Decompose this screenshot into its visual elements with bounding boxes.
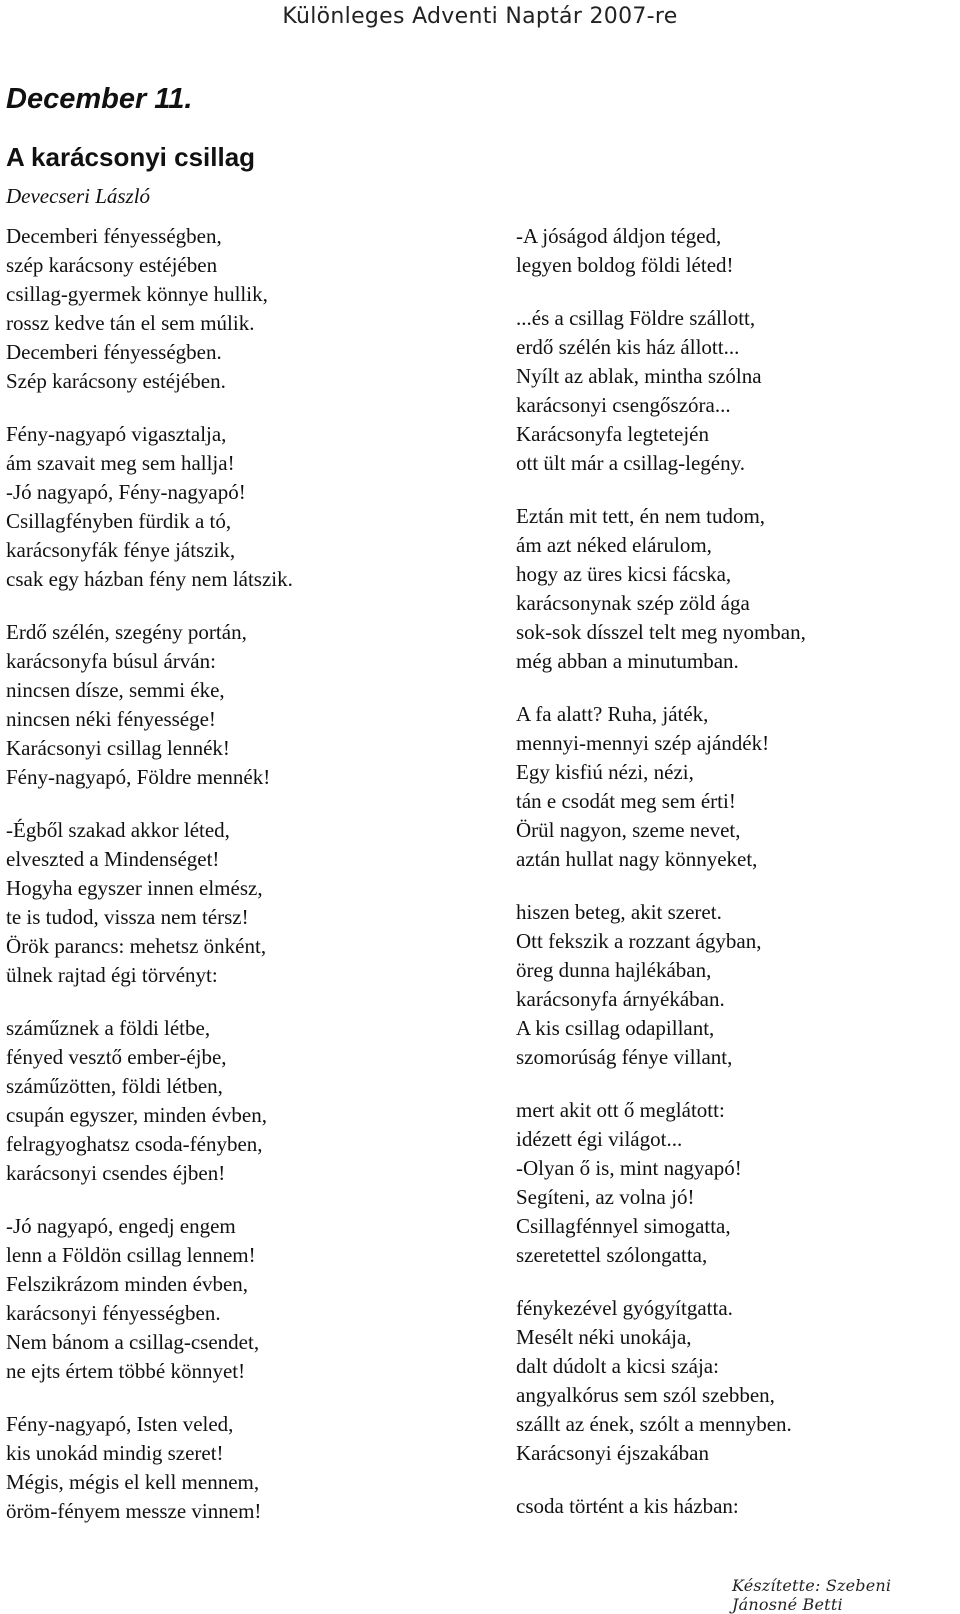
stanza: [516, 898, 806, 1072]
stanza-gap: [6, 396, 293, 420]
poem-line: ...és a csillag Földre szállott,: [516, 306, 756, 330]
poem-line: karácsonyi fényességben.: [6, 1301, 221, 1325]
poem-line: szomorúság fénye villant,: [516, 1045, 733, 1069]
poem-line: tán e csodát meg sem érti!: [516, 789, 736, 813]
poem-line: Mégis, mégis el kell mennem,: [6, 1470, 260, 1494]
stanza: [516, 222, 806, 280]
stanza: [6, 618, 293, 792]
poem-line: fénykezével gyógyítgatta.: [516, 1296, 733, 1320]
poem-line: fényed vesztő ember-éjbe,: [6, 1045, 227, 1069]
poem-line: karácsonyi csendes éjben!: [6, 1161, 226, 1185]
poem-line: ám szavait meg sem hallja!: [6, 451, 235, 475]
poem-line: -Olyan ő is, mint nagyapó!: [516, 1156, 742, 1180]
poem-line: csak egy házban fény nem látszik.: [6, 567, 293, 591]
poem-line: hogy az üres kicsi fácska,: [516, 562, 732, 586]
poem-line: Decemberi fényességben.: [6, 340, 222, 364]
poem-line: felragyoghatsz csoda-fényben,: [6, 1132, 263, 1156]
poem-line: karácsonyfák fénye játszik,: [6, 538, 236, 562]
stanza-gap: [6, 990, 293, 1014]
poem-line: rossz kedve tán el sem múlik.: [6, 311, 255, 335]
poem-line: idézett égi világot...: [516, 1127, 683, 1151]
poem-line: sok-sok dísszel telt meg nyomban,: [516, 620, 806, 644]
poem-line: dalt dúdolt a kicsi szája:: [516, 1354, 719, 1378]
poem-line: A fa alatt? Ruha, játék,: [516, 702, 709, 726]
stanza-gap: [516, 874, 806, 898]
poem-line: A kis csillag odapillant,: [516, 1016, 715, 1040]
stanza: [516, 502, 806, 676]
poem-line: Örök parancs: mehetsz önként,: [6, 934, 267, 958]
date-heading: December 11.: [6, 83, 193, 115]
poem-line: karácsonynak szép zöld ága: [516, 591, 750, 615]
poem-line: nincsen dísze, semmi éke,: [6, 678, 225, 702]
poem-author: Devecseri László: [6, 184, 151, 208]
poem-line: száműznek a földi létbe,: [6, 1016, 211, 1040]
poem-line: Decemberi fényességben,: [6, 224, 222, 248]
poem-line: öröm-fényem messze vinnem!: [6, 1499, 262, 1523]
poem-line: -Égből szakad akkor léted,: [6, 818, 230, 842]
page-header: Különleges Adventi Naptár 2007-re: [282, 4, 678, 29]
stanza-gap: [516, 1270, 806, 1294]
poem-line: ne ejts értem többé könnyet!: [6, 1359, 246, 1383]
stanza: [516, 1294, 806, 1468]
poem-line: még abban a minutumban.: [516, 649, 739, 673]
poem-line: szép karácsony estéjében: [6, 253, 218, 277]
stanza-gap: [6, 792, 293, 816]
stanza-gap: [6, 594, 293, 618]
poem-line: aztán hullat nagy könnyeket,: [516, 847, 758, 871]
poem-line: erdő szélén kis ház állott...: [516, 335, 740, 359]
poem-line: Felszikrázom minden évben,: [6, 1272, 249, 1296]
poem-line: Eztán mit tett, én nem tudom,: [516, 504, 766, 528]
poem-line: karácsonyfa árnyékában.: [516, 987, 725, 1011]
stanza-gap: [6, 1188, 293, 1212]
stanza-gap: [516, 478, 806, 502]
stanza: [516, 1096, 806, 1270]
poem-line: angyalkórus sem szól szebben,: [516, 1383, 775, 1407]
poem-line: legyen boldog földi léted!: [516, 253, 734, 277]
poem-title: A karácsonyi csillag: [6, 142, 256, 172]
poem-line: Mesélt néki unokája,: [516, 1325, 692, 1349]
poem-line: Karácsonyi csillag lennék!: [6, 736, 230, 760]
poem-line: szállt az ének, szólt a mennyben.: [516, 1412, 792, 1436]
poem-line: -Jó nagyapó, engedj engem: [6, 1214, 236, 1238]
poem-line: Örül nagyon, szeme nevet,: [516, 818, 741, 842]
poem-line: hiszen beteg, akit szeret.: [516, 900, 722, 924]
stanza-gap: [516, 1072, 806, 1096]
poem-line: Fény-nagyapó, Isten veled,: [6, 1412, 234, 1436]
poem-line: csupán egyszer, minden évben,: [6, 1103, 267, 1127]
poem-line: Segíteni, az volna jó!: [516, 1185, 695, 1209]
poem-line: kis unokád mindig szeret!: [6, 1441, 224, 1465]
stanza: [6, 1014, 293, 1188]
poem-line: öreg dunna hajlékában,: [516, 958, 712, 982]
poem-line: -Jó nagyapó, Fény-nagyapó!: [6, 480, 246, 504]
poem-line: Ott fekszik a rozzant ágyban,: [516, 929, 762, 953]
poem-line: ám azt néked elárulom,: [516, 533, 712, 557]
poem-line: Hogyha egyszer innen elmész,: [6, 876, 263, 900]
stanza-gap: [516, 676, 806, 700]
poem-line: Szép karácsony estéjében.: [6, 369, 226, 393]
poem-line: Karácsonyfa legtetején: [516, 422, 709, 446]
poem-line: Fény-nagyapó vigasztalja,: [6, 422, 227, 446]
poem-line: karácsonyfa búsul árván:: [6, 649, 216, 673]
poem-line: Karácsonyi éjszakában: [516, 1441, 709, 1465]
poem-line: elveszted a Mindenséget!: [6, 847, 220, 871]
stanza: [6, 420, 293, 594]
stanza-gap: [516, 280, 806, 304]
poem-line: száműzötten, földi létben,: [6, 1074, 223, 1098]
stanza: [6, 1212, 293, 1386]
stanza: [516, 304, 806, 478]
poem-line: karácsonyi csengőszóra...: [516, 393, 731, 417]
poem-line: Erdő szélén, szegény portán,: [6, 620, 247, 644]
poem-line: mert akit ott ő meglátott:: [516, 1098, 725, 1122]
stanza: [516, 1492, 806, 1521]
poem-line: Csillagfényben fürdik a tó,: [6, 509, 232, 533]
poem-line: Nyílt az ablak, mintha szólna: [516, 364, 762, 388]
poem-left-column: [6, 222, 293, 1526]
stanza: [6, 1410, 293, 1526]
stanza-gap: [6, 1386, 293, 1410]
footer-credit: Készítette: Szebeni Jánosné Betti: [732, 1576, 892, 1614]
poem-line: ott ült már a csillag-legény.: [516, 451, 745, 475]
poem-line: te is tudod, vissza nem térsz!: [6, 905, 249, 929]
poem-line: Fény-nagyapó, Földre mennék!: [6, 765, 271, 789]
poem-line: Csillagfénnyel simogatta,: [516, 1214, 731, 1238]
stanza: [6, 222, 293, 396]
poem-line: ülnek rajtad égi törvényt:: [6, 963, 218, 987]
stanza: [6, 816, 293, 990]
poem-line: csillag-gyermek könnye hullik,: [6, 282, 268, 306]
poem-line: mennyi-mennyi szép ajándék!: [516, 731, 770, 755]
poem-line: -A jóságod áldjon téged,: [516, 224, 722, 248]
poem-line: szeretettel szólongatta,: [516, 1243, 708, 1267]
stanza-gap: [516, 1468, 806, 1492]
poem-line: csoda történt a kis házban:: [516, 1494, 739, 1518]
poem-line: Egy kisfiú nézi, nézi,: [516, 760, 694, 784]
poem-right-column: [516, 222, 806, 1521]
poem-line: lenn a Földön csillag lennem!: [6, 1243, 256, 1267]
poem-line: Nem bánom a csillag-csendet,: [6, 1330, 260, 1354]
stanza: [516, 700, 806, 874]
poem-line: nincsen néki fényessége!: [6, 707, 216, 731]
